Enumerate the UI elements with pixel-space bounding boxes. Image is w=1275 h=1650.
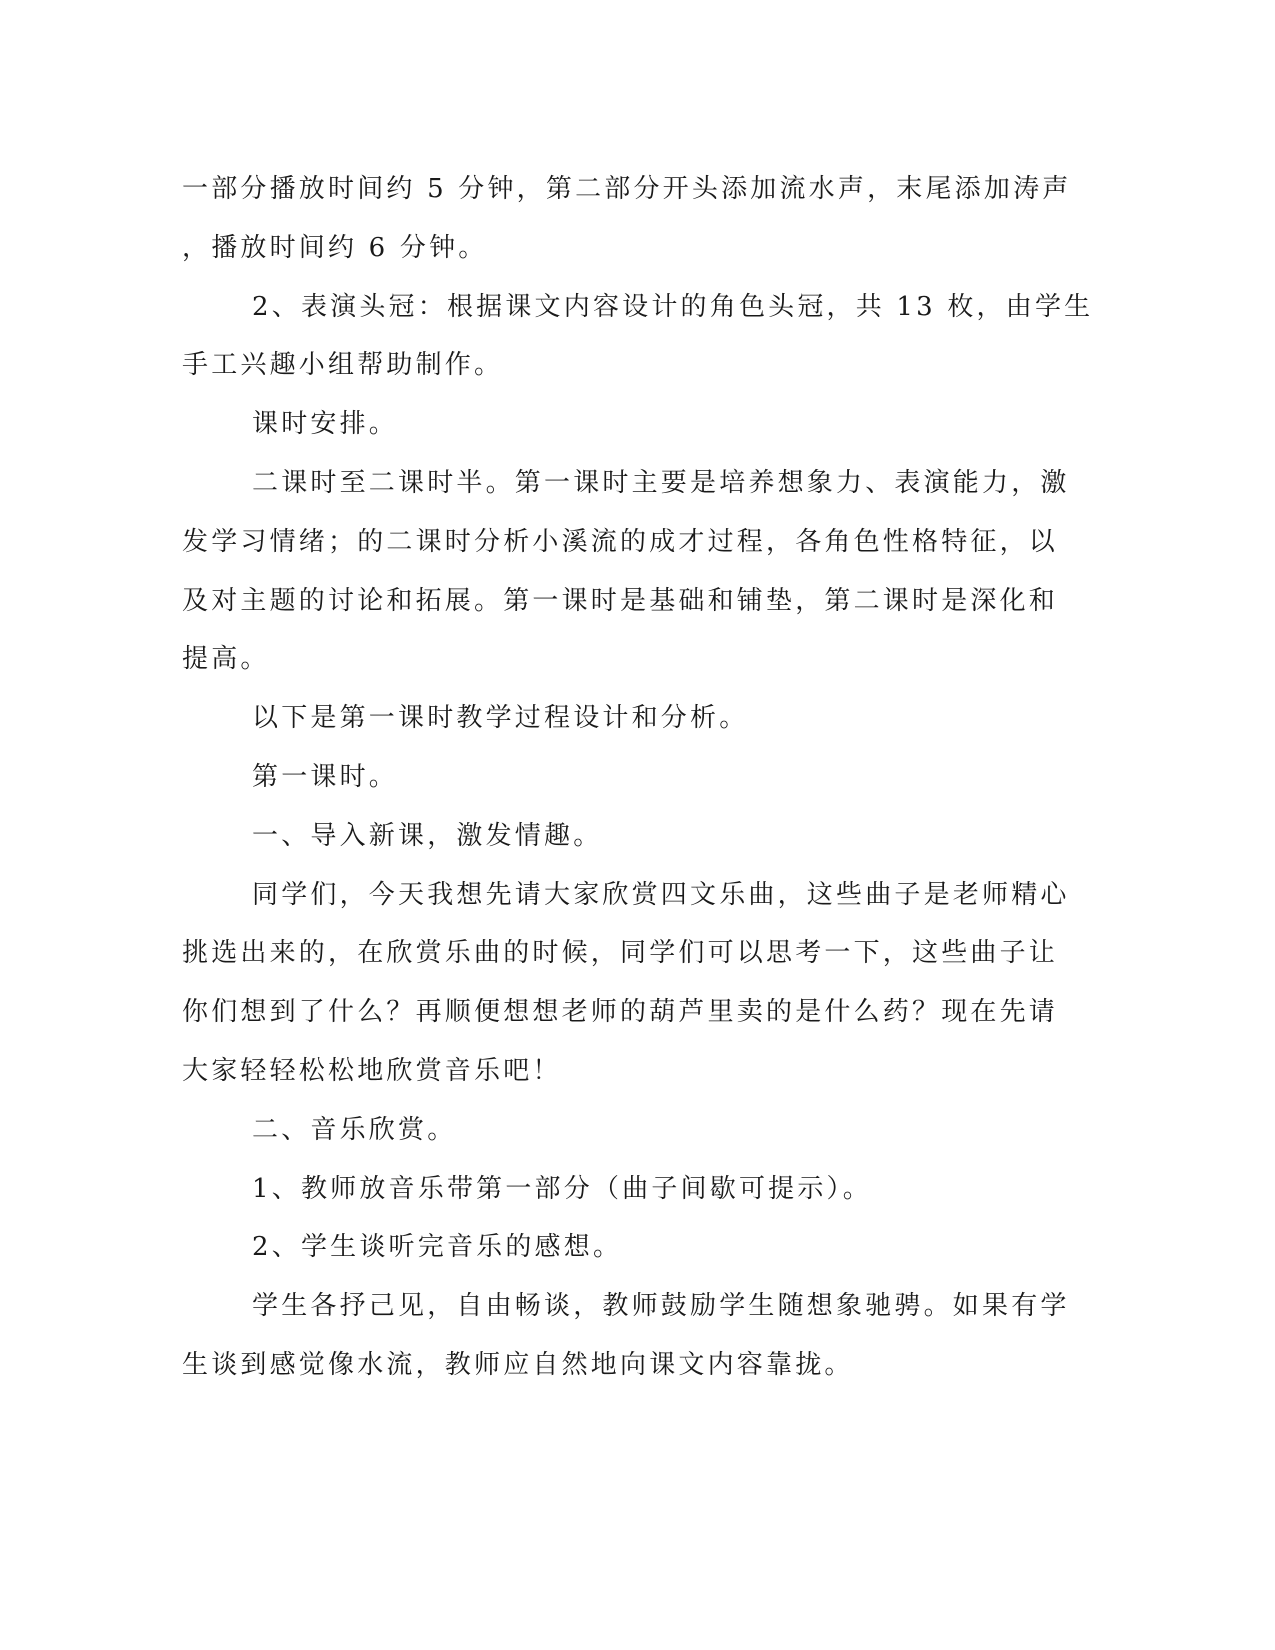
section-heading-music: 二、音乐欣赏。 [252, 1114, 457, 1145]
section-heading-first-lesson: 第一课时。 [252, 761, 399, 792]
text-line-21: 生谈到感觉像水流，教师应自然地向课文内容靠拢。 [182, 1349, 854, 1380]
text-line-13: 同学们，今天我想先请大家欣赏四文乐曲，这些曲子是老师精心 [252, 879, 1070, 910]
document-body [182, 160, 1094, 1395]
text-line-3: 2、表演头冠：根据课文内容设计的角色头冠，共 13 枚，由学生 [252, 291, 1094, 322]
section-heading-schedule: 课时安排。 [252, 409, 399, 440]
text-line-16: 大家轻轻松松地欣赏音乐吧！ [182, 1055, 562, 1086]
text-line-19: 2、学生谈听完音乐的感想。 [252, 1232, 623, 1263]
text-line-7: 发学习情绪；的二课时分析小溪流的成才过程，各角色性格特征，以 [182, 526, 1059, 557]
text-line-6: 二课时至二课时半。第一课时主要是培养想象力、表演能力，激 [252, 467, 1070, 498]
text-line-2: ，播放时间约 6 分钟。 [182, 232, 488, 263]
text-line-18: 1、教师放音乐带第一部分（曲子间歇可提示）。 [252, 1173, 872, 1204]
text-line-20: 学生各抒己见，自由畅谈，教师鼓励学生随想象驰骋。如果有学 [252, 1291, 1070, 1322]
text-line-10: 以下是第一课时教学过程设计和分析。 [252, 703, 749, 734]
text-line-1: 一部分播放时间约 5 分钟，第二部分开头添加流水声，末尾添加涛声 [182, 174, 1072, 204]
section-heading-intro: 一、导入新课，激发情趣。 [252, 820, 603, 851]
text-line-4: 手工兴趣小组帮助制作。 [182, 350, 504, 381]
text-line-15: 你们想到了什么？再顺便想想老师的葫芦里卖的是什么药？现在先请 [182, 997, 1059, 1028]
text-line-8: 及对主题的讨论和拓展。第一课时是基础和铺垫，第二课时是深化和 [182, 585, 1059, 616]
text-line-9: 提高。 [182, 644, 270, 675]
text-line-14: 挑选出来的，在欣赏乐曲的时候，同学们可以思考一下，这些曲子让 [182, 938, 1059, 969]
